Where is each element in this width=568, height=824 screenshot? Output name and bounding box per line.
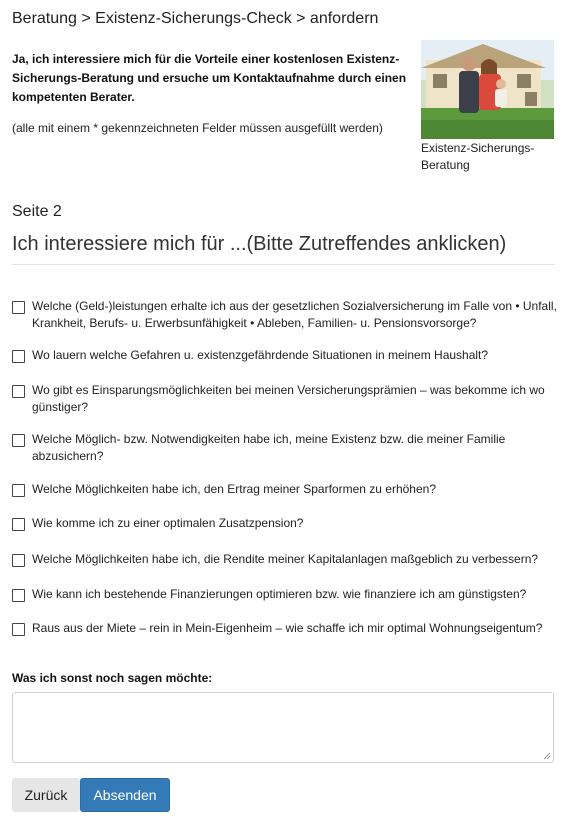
option-checkbox[interactable] xyxy=(12,554,25,567)
interest-option[interactable] xyxy=(12,382,557,416)
interest-option[interactable] xyxy=(12,347,557,364)
interest-option[interactable] xyxy=(12,551,557,568)
option-checkbox[interactable] xyxy=(12,518,25,531)
option-label[interactable]: Welche Möglich- bzw. Notwendigkeiten habe ich, meine Existenz bzw. die meiner Familie abzusichern? xyxy=(32,432,506,463)
option-label[interactable]: Wo gibt es Einsparungsmöglichkeiten bei meinen Versicherungsprämien – was bekomme ich wo günstiger? xyxy=(32,383,545,414)
resize-grip-icon[interactable] xyxy=(542,751,551,760)
option-label[interactable]: Welche Möglichkeiten habe ich, den Ertrag meiner Sparformen zu erhöhen? xyxy=(32,482,437,496)
page-number: Seite 2 xyxy=(12,203,62,220)
submit-button[interactable]: Absenden xyxy=(80,778,170,812)
section-title: Ich interessiere mich für ...(Bitte Zutreffendes anklicken) xyxy=(12,233,555,265)
option-checkbox[interactable] xyxy=(12,385,25,398)
family-house-photo xyxy=(421,40,554,139)
option-label[interactable]: Welche Möglichkeiten habe ich, die Rendite meiner Kapitalanlagen maßgeblich zu verbessern? xyxy=(32,552,539,566)
interest-option[interactable] xyxy=(12,298,557,332)
message-label: Was ich sonst noch sagen möchte: xyxy=(12,671,213,685)
interest-option[interactable] xyxy=(12,586,557,603)
breadcrumb: Beratung > Existenz-Sicherungs-Check > anfordern xyxy=(12,10,379,27)
option-label[interactable]: Welche (Geld-)leistungen erhalte ich aus der gesetzlichen Sozialversicherung im Falle von • Unfall, Krankheit, Berufs- u. Erwerbsunfähigkeit • Ableben, Familien- u. Pensionsvorsorge? xyxy=(32,299,557,330)
option-label[interactable]: Raus aus der Miete – rein in Mein-Eigenheim – wie schaffe ich mir optimal Wohnungseigentum? xyxy=(32,621,543,635)
interest-option[interactable] xyxy=(12,515,557,532)
required-fields-note: (alle mit einem * gekennzeichneten Felder müssen ausgefüllt werden) xyxy=(12,121,383,135)
option-label[interactable]: Wo lauern welche Gefahren u. existenzgefährdende Situationen in meinem Haushalt? xyxy=(32,348,489,362)
intro-text: Ja, ich interessiere mich für die Vorteile einer kostenlosen Existenz-Sicherungs-Beratung und ersuche um Kontaktaufnahme durch einen kompetenten Berater. xyxy=(12,52,407,104)
option-checkbox[interactable] xyxy=(12,623,25,636)
interest-option[interactable] xyxy=(12,620,557,637)
option-checkbox[interactable] xyxy=(12,484,25,497)
option-label[interactable]: Wie komme ich zu einer optimalen Zusatzpension? xyxy=(32,516,304,530)
photo-caption: Existenz-Sicherungs-Beratung xyxy=(421,141,535,172)
back-button[interactable]: Zurück xyxy=(12,778,80,812)
option-checkbox[interactable] xyxy=(12,434,25,447)
option-label[interactable]: Wie kann ich bestehende Finanzierungen optimieren bzw. wie finanziere ich am günstigsten? xyxy=(32,587,527,601)
interest-option[interactable] xyxy=(12,431,557,465)
interest-option[interactable] xyxy=(12,481,557,498)
option-checkbox[interactable] xyxy=(12,589,25,602)
message-textarea[interactable] xyxy=(12,692,554,763)
option-checkbox[interactable] xyxy=(12,350,25,363)
option-checkbox[interactable] xyxy=(12,301,25,314)
family-photo-image xyxy=(421,40,554,139)
